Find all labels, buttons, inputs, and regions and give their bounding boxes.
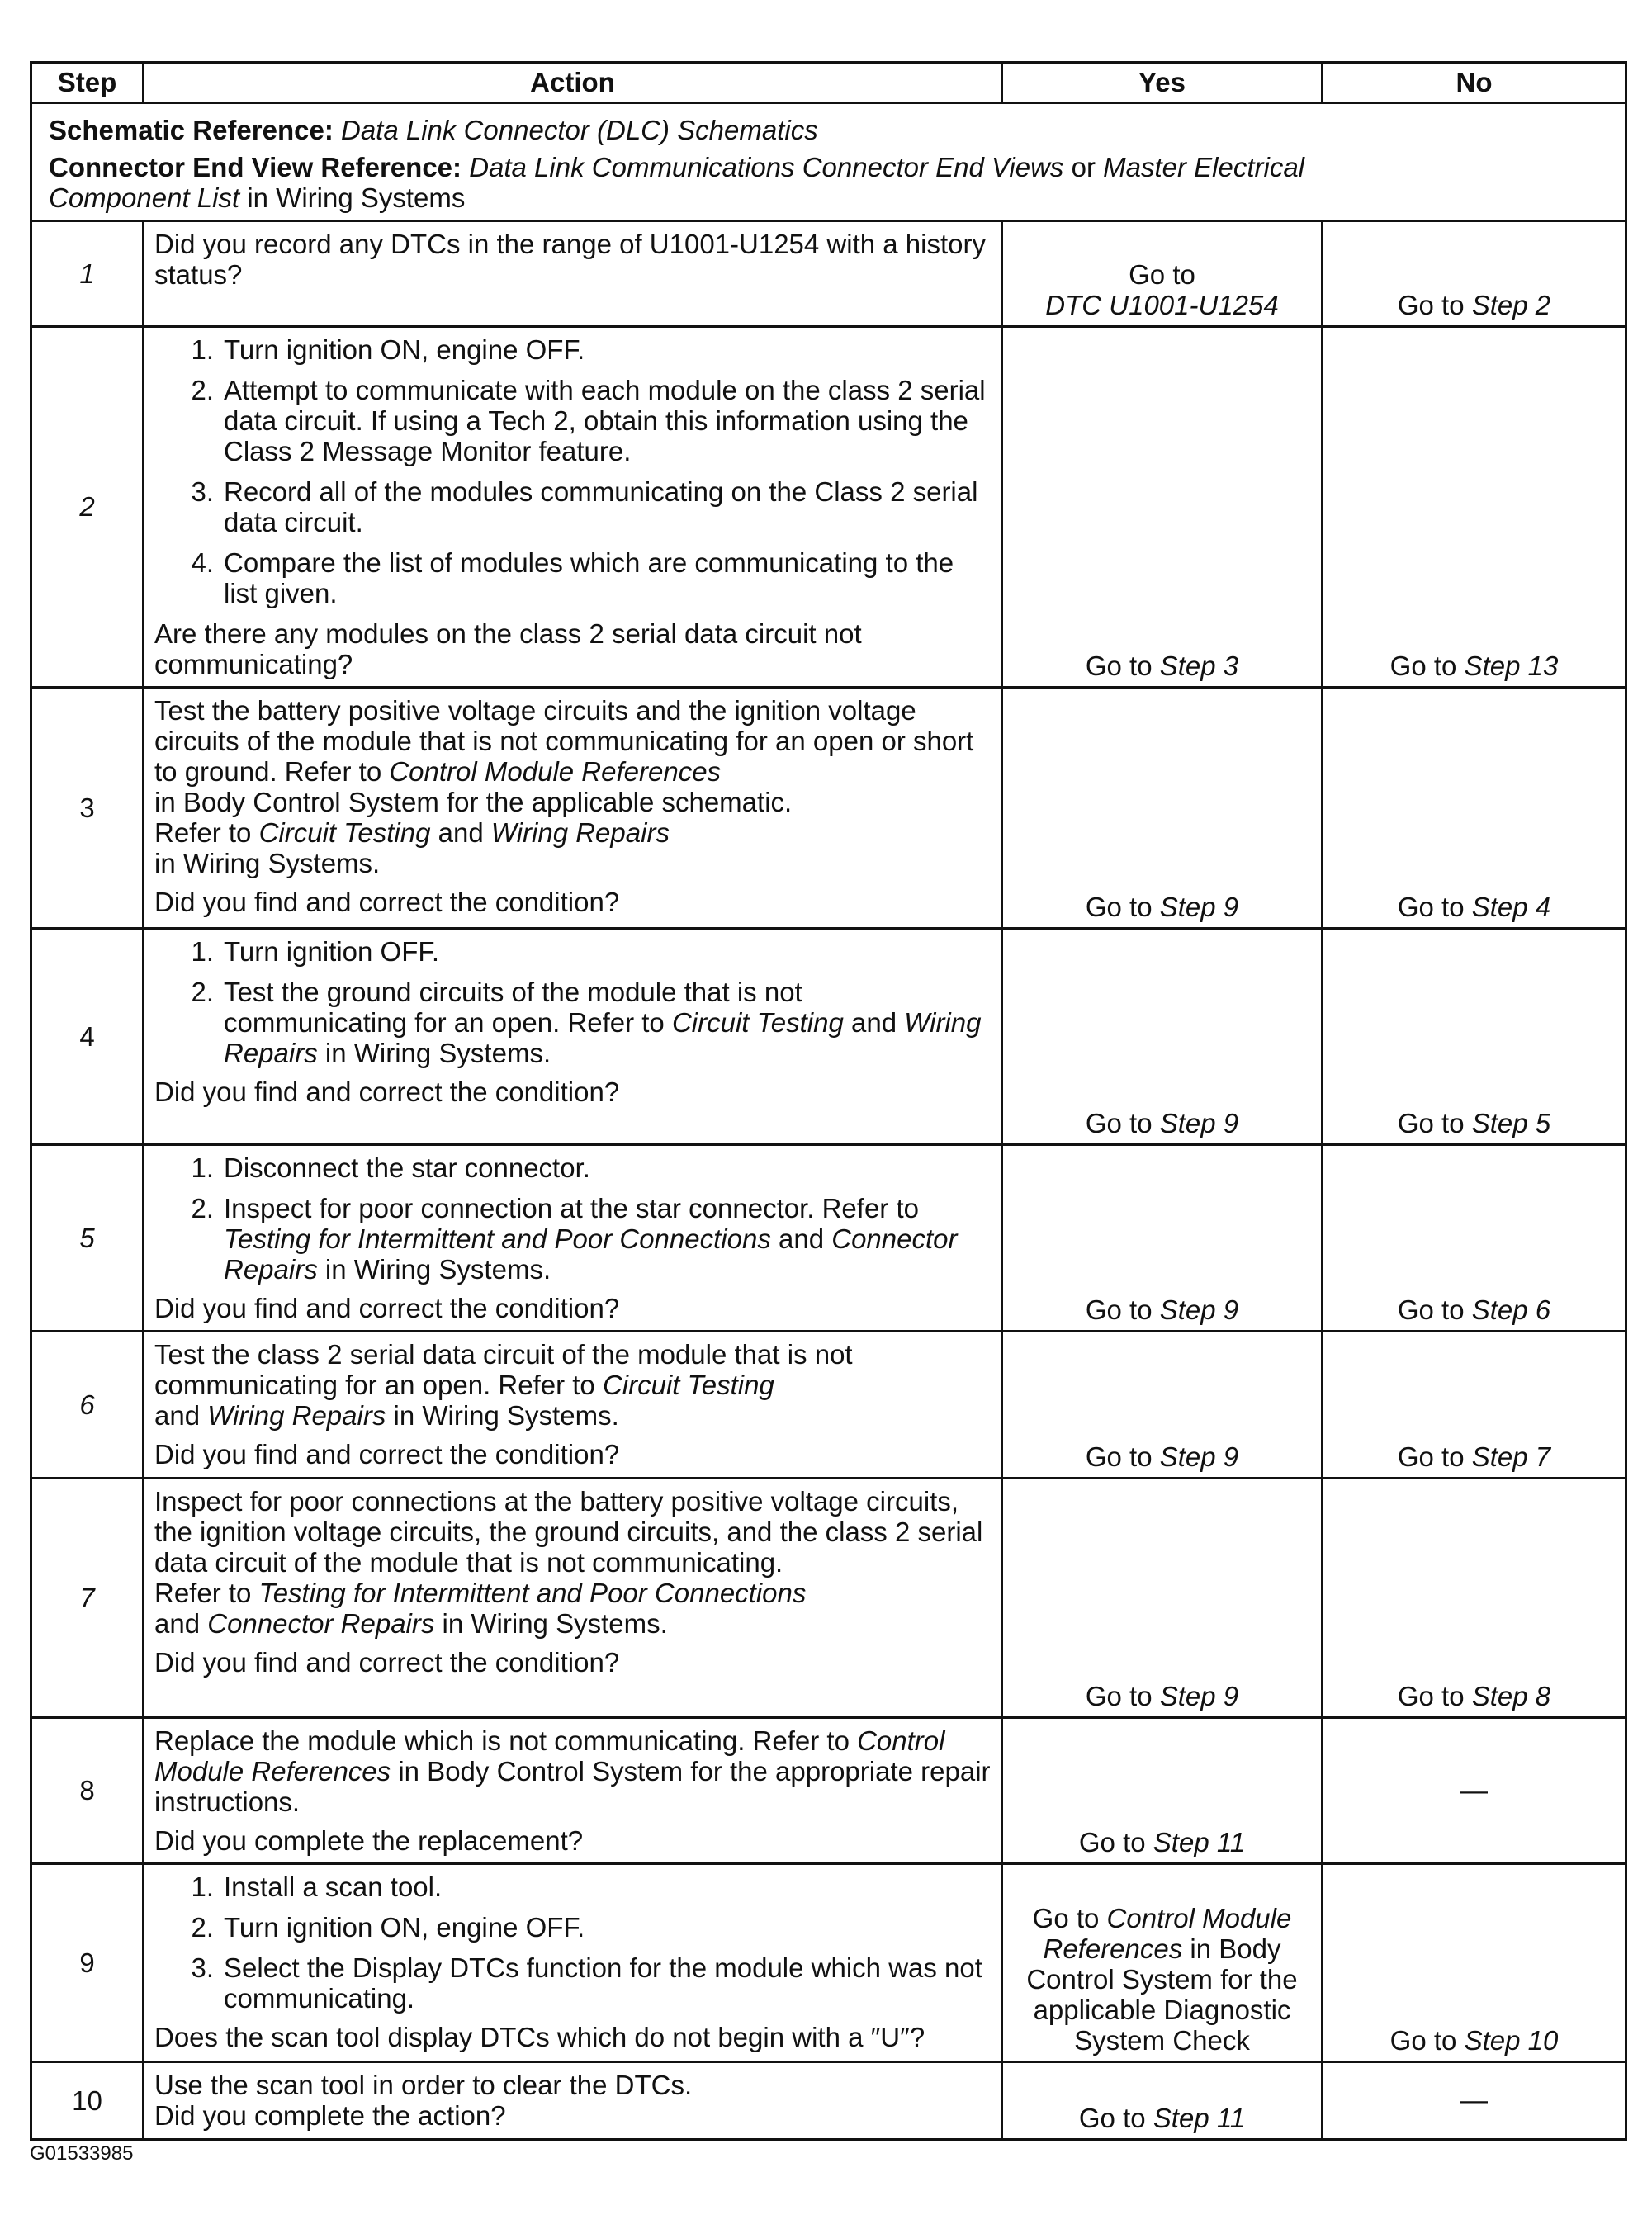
no-goto: Go to	[1397, 1681, 1465, 1711]
wiring-repairs-link[interactable]: Wiring Repairs	[490, 817, 670, 848]
control-module-references-link[interactable]: Control Module References	[1043, 1903, 1292, 1964]
step-number: 4	[31, 929, 144, 1145]
yes-goto: Go to	[1078, 1827, 1146, 1858]
no-target-link[interactable]: Step 4	[1471, 892, 1551, 922]
circuit-testing-link[interactable]: Circuit Testing	[671, 1007, 844, 1038]
action-text: and Wiring Repairs in Wiring Systems.	[154, 1400, 619, 1431]
yes-target-link[interactable]: Step 9	[1159, 1441, 1239, 1472]
diagnostic-table-sheet	[30, 61, 1625, 2141]
step-number: 5	[31, 1145, 144, 1332]
list-item: 1. Turn ignition OFF.	[191, 936, 440, 967]
action-question: Did you find and correct the condition?	[154, 1293, 620, 1323]
yes-target-link[interactable]: Step 9	[1159, 1294, 1239, 1325]
step-number: 7	[31, 1479, 144, 1718]
yes-rest: in Body Control System for the applicable Diagnostic System Check	[1026, 1933, 1298, 2056]
yes-cell	[1002, 1864, 1323, 2062]
no-dash: —	[1460, 1774, 1488, 1805]
yes-target-link[interactable]: Step 9	[1159, 1108, 1239, 1138]
no-target-link[interactable]: Step 7	[1471, 1441, 1551, 1472]
no-cell	[1323, 1718, 1626, 1864]
diagnostic-table	[30, 61, 1627, 2141]
action-list	[154, 334, 991, 608]
no-target-link[interactable]: Step 13	[1464, 651, 1559, 681]
action-list	[154, 1872, 991, 2014]
step-action	[144, 1145, 1002, 1332]
list-item: 1. Turn ignition ON, engine OFF.	[191, 334, 585, 365]
step-row-6	[31, 1332, 1626, 1479]
no-cell	[1323, 1145, 1626, 1332]
no-cell	[1323, 1479, 1626, 1718]
action-text: Refer to Circuit Testing and Wiring Repairs	[154, 817, 670, 848]
action-question: Did you find and correct the condition?	[154, 1077, 620, 1107]
figure-code: G01533985	[30, 2142, 134, 2165]
no-dash: —	[1460, 2085, 1488, 2115]
reference-cell	[31, 103, 1626, 221]
wiring-repairs-link[interactable]: Wiring Repairs	[207, 1400, 386, 1431]
step-action	[144, 1864, 1002, 2062]
no-cell	[1323, 929, 1626, 1145]
circuit-testing-link[interactable]: Circuit Testing	[602, 1370, 774, 1400]
yes-cell	[1002, 688, 1323, 929]
action-question: Did you find and correct the condition?	[154, 887, 620, 917]
step-row-2	[31, 327, 1626, 688]
no-cell	[1323, 1332, 1626, 1479]
step-number: 2	[31, 327, 144, 688]
action-text: Test the class 2 serial data circuit of the module that is not communicating for an open. Refer to Circuit Testing	[154, 1339, 853, 1400]
step-row-1	[31, 221, 1626, 327]
no-goto: Go to	[1397, 290, 1465, 320]
step-action	[144, 2062, 1002, 2140]
yes-goto: Go to	[1085, 1441, 1153, 1472]
connector-reference	[49, 152, 1608, 213]
list-item: 1. Disconnect the star connector.	[191, 1152, 590, 1183]
action-text: Inspect for poor connections at the battery positive voltage circuits, the ignition voltage circuits, the ground circuits, and the class 2 serial data circuit of the module that is not communicating.	[154, 1486, 983, 1578]
connector-repairs-link[interactable]: Connector Repairs	[207, 1608, 435, 1639]
step-action	[144, 221, 1002, 327]
master-electrical-link-b[interactable]: Component List	[49, 182, 240, 213]
yes-target-link[interactable]: Step 3	[1159, 651, 1239, 681]
list-item: 4. Compare the list of modules which are communicating to the list given.	[191, 547, 954, 608]
schematic-reference	[49, 112, 1608, 149]
yes-cell	[1002, 1332, 1323, 1479]
no-target-link[interactable]: Step 10	[1464, 2025, 1559, 2056]
action-text: Use the scan tool in order to clear the DTCs.	[154, 2070, 693, 2100]
no-target-link[interactable]: Step 8	[1471, 1681, 1551, 1711]
step-row-8	[31, 1718, 1626, 1864]
step-action	[144, 929, 1002, 1145]
no-goto: Go to	[1397, 892, 1465, 922]
yes-goto: Go to	[1129, 259, 1195, 290]
no-goto: Go to	[1389, 651, 1457, 681]
action-question: Did you complete the replacement?	[154, 1825, 584, 1856]
step-row-5	[31, 1145, 1626, 1332]
step-row-3	[31, 688, 1626, 929]
no-goto: Go to	[1389, 2025, 1457, 2056]
connector-repairs-link[interactable]: Connector Repairs	[224, 1223, 958, 1285]
action-text: and Connector Repairs in Wiring Systems.	[154, 1608, 668, 1639]
no-cell	[1323, 221, 1626, 327]
yes-cell	[1002, 327, 1323, 688]
step-number: 10	[31, 2062, 144, 2140]
action-text: Test the battery positive voltage circuits and the ignition voltage circuits of the module that is not communicating for an open or short to ground. Refer to Control Module References	[154, 695, 974, 787]
step-number: 3	[31, 688, 144, 929]
schematic-reference-label: Schematic Reference:	[49, 115, 334, 145]
yes-goto: Go to	[1085, 1294, 1153, 1325]
yes-goto: Go to	[1032, 1903, 1100, 1933]
yes-cell	[1002, 221, 1323, 327]
control-module-references-link[interactable]: Control Module References	[154, 1725, 945, 1787]
yes-target-link[interactable]: Step 11	[1153, 1827, 1246, 1858]
step-number: 8	[31, 1718, 144, 1864]
action-text: Replace the module which is not communicating. Refer to Control Module References in Body Control System for the appropriate repair instructions.	[154, 1725, 991, 1817]
no-target-link[interactable]: Step 6	[1471, 1294, 1551, 1325]
list-item: 2. Test the ground circuits of the module that is not communicating for an open. Refer to Circuit Testing and Wiring Repairs in Wiring Systems.	[191, 977, 982, 1068]
list-item: 2. Attempt to communicate with each module on the class 2 serial data circuit. If using a Tech 2, obtain this information using the Class 2 Message Monitor feature.	[191, 375, 986, 466]
yes-target-link[interactable]: Step 11	[1153, 2103, 1246, 2133]
action-text: Refer to Testing for Intermittent and Poor Connections	[154, 1578, 807, 1608]
circuit-testing-link[interactable]: Circuit Testing	[258, 817, 431, 848]
no-cell	[1323, 327, 1626, 688]
yes-cell	[1002, 2062, 1323, 2140]
no-cell	[1323, 688, 1626, 929]
yes-goto: Go to	[1085, 1681, 1153, 1711]
step-number: 9	[31, 1864, 144, 2062]
header-step: Step	[31, 63, 144, 103]
yes-cell	[1002, 1145, 1323, 1332]
connector-reference-suffix: in Wiring Systems	[247, 182, 466, 213]
connector-reference-or: or	[1071, 152, 1096, 182]
action-question: Did you complete the action?	[154, 2100, 506, 2131]
no-cell	[1323, 1864, 1626, 2062]
step-action	[144, 327, 1002, 688]
step-row-4	[31, 929, 1626, 1145]
yes-target-link[interactable]: Step 9	[1159, 892, 1239, 922]
reference-row	[31, 103, 1626, 221]
list-item: 2. Inspect for poor connection at the star connector. Refer to Testing for Intermittent and Poor Connections and Connector Repairs in Wiring Systems.	[191, 1193, 958, 1285]
header-no: No	[1323, 63, 1626, 103]
action-text: in Wiring Systems.	[154, 848, 381, 878]
step-number: 1	[31, 221, 144, 327]
step-row-9	[31, 1864, 1626, 2062]
action-question: Does the scan tool display DTCs which do not begin with a ″U″?	[154, 2022, 925, 2052]
connector-reference-label: Connector End View Reference:	[49, 152, 462, 182]
step-action	[144, 1332, 1002, 1479]
no-goto: Go to	[1397, 1441, 1465, 1472]
list-item: 1. Install a scan tool.	[191, 1872, 443, 1902]
schematic-reference-link[interactable]: Data Link Connector (DLC) Schematics	[341, 115, 818, 145]
yes-goto: Go to	[1078, 2103, 1146, 2133]
yes-cell	[1002, 1479, 1323, 1718]
step-action	[144, 1718, 1002, 1864]
step-action	[144, 1479, 1002, 1718]
yes-cell	[1002, 929, 1323, 1145]
no-target-link[interactable]: Step 2	[1471, 290, 1551, 320]
step-row-7	[31, 1479, 1626, 1718]
step-row-10	[31, 2062, 1626, 2140]
list-item: 2. Turn ignition ON, engine OFF.	[191, 1912, 585, 1943]
action-text: in Body Control System for the applicable schematic.	[154, 787, 793, 817]
step-number: 6	[31, 1332, 144, 1479]
action-list	[154, 936, 991, 1068]
action-text: Did you record any DTCs in the range of U1001-U1254 with a history status?	[154, 229, 986, 290]
yes-goto: Go to	[1085, 892, 1153, 922]
yes-goto: Go to	[1085, 651, 1153, 681]
header-action: Action	[144, 63, 1002, 103]
control-module-references-link[interactable]: Control Module References	[389, 756, 722, 787]
yes-goto: Go to	[1085, 1108, 1153, 1138]
no-target-link[interactable]: Step 5	[1471, 1108, 1551, 1138]
action-question: Are there any modules on the class 2 serial data circuit not communicating?	[154, 618, 862, 679]
yes-cell	[1002, 1718, 1323, 1864]
step-action	[144, 688, 1002, 929]
no-goto: Go to	[1397, 1294, 1465, 1325]
intermittent-connections-link[interactable]: Testing for Intermittent and Poor Connections	[258, 1578, 807, 1608]
header-row	[31, 63, 1626, 103]
master-electrical-link-a[interactable]: Master Electrical	[1103, 152, 1305, 182]
action-question: Did you find and correct the condition?	[154, 1439, 620, 1469]
connector-end-views-link[interactable]: Data Link Communications Connector End Views	[469, 152, 1064, 182]
wiring-repairs-link[interactable]: Wiring Repairs	[224, 1007, 982, 1068]
yes-target-link[interactable]: DTC U1001-U1254	[1045, 290, 1279, 320]
intermittent-connections-link[interactable]: Testing for Intermittent and Poor Connections	[224, 1223, 771, 1254]
list-item: 3. Record all of the modules communicating on the Class 2 serial data circuit.	[191, 476, 978, 537]
action-question: Did you find and correct the condition?	[154, 1647, 620, 1678]
no-goto: Go to	[1397, 1108, 1465, 1138]
yes-target-link[interactable]: Step 9	[1159, 1681, 1239, 1711]
list-item: 3. Select the Display DTCs function for the module which was not communicating.	[191, 1952, 982, 2014]
header-yes: Yes	[1002, 63, 1323, 103]
action-list	[154, 1152, 991, 1285]
no-cell	[1323, 2062, 1626, 2140]
